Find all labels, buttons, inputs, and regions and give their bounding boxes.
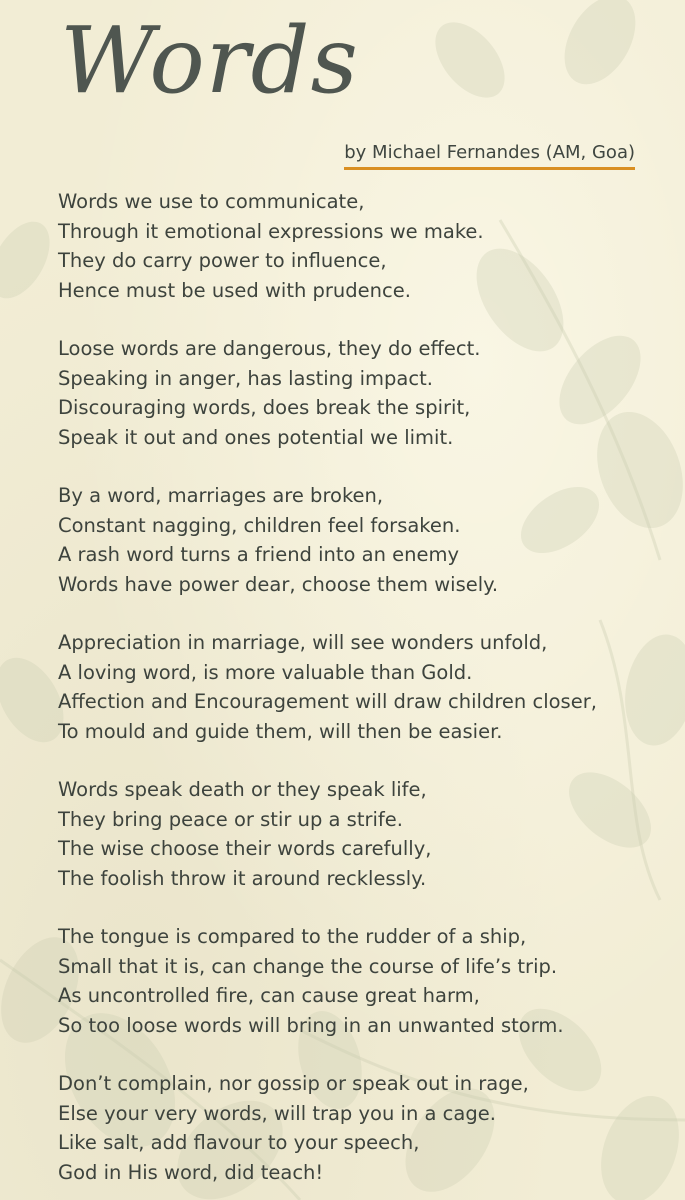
poem-stanza: [58, 481, 678, 599]
poem-line: Words have power dear, choose them wisely.: [58, 572, 499, 596]
poem-stanza: [58, 775, 678, 893]
poem-stanza: [58, 922, 678, 1040]
poem-line: Speak it out and ones potential we limit.: [58, 425, 454, 449]
poem-line: They do carry power to influence,: [58, 249, 387, 272]
poem-line: Words speak death or they speak life,: [58, 778, 427, 801]
poem-line: God in His word, did teach!: [58, 1160, 324, 1184]
poem-line: Discouraging words, does break the spirit,: [58, 396, 471, 419]
poem-line: The foolish throw it around recklessly.: [58, 866, 427, 890]
poem-line: Affection and Encouragement will draw children closer,: [58, 690, 597, 713]
poem-title: Words: [60, 7, 359, 114]
poem-line: Hence must be used with prudence.: [58, 278, 411, 302]
poem-stanza: [58, 628, 678, 746]
poem-line: A rash word turns a friend into an enemy: [58, 543, 460, 566]
poem-line: Loose words are dangerous, they do effect.: [58, 337, 481, 360]
poem-line: Don’t complain, nor gossip or speak out in rage,: [58, 1072, 529, 1095]
poem-line: The tongue is compared to the rudder of a ship,: [58, 925, 527, 948]
poem-body: [58, 187, 678, 1200]
poem-line: Words we use to communicate,: [58, 190, 365, 213]
poem-stanza: [58, 334, 678, 452]
poem-line: Constant nagging, children feel forsaken.: [58, 513, 461, 537]
poem-line: So too loose words will bring in an unwanted storm.: [58, 1013, 564, 1037]
poem-line: The wise choose their words carefully,: [58, 837, 432, 860]
poem-line: As uncontrolled fire, can cause great harm,: [58, 984, 480, 1007]
poem-line: To mould and guide them, will then be easier.: [58, 719, 503, 743]
poem-line: Small that it is, can change the course of life’s trip.: [58, 954, 558, 978]
poem-line: They bring peace or stir up a strife.: [58, 807, 403, 831]
poem-line: Else your very words, will trap you in a cage.: [58, 1101, 496, 1125]
poem-byline: by Michael Fernandes (AM, Goa): [344, 142, 635, 170]
poem-line: By a word, marriages are broken,: [58, 484, 384, 507]
poem-line: Like salt, add flavour to your speech,: [58, 1131, 420, 1154]
poem-line: Appreciation in marriage, will see wonders unfold,: [58, 631, 548, 654]
poem-stanza: [58, 187, 678, 305]
poem-line: A loving word, is more valuable than Gold.: [58, 660, 473, 684]
poem-line: Through it emotional expressions we make.: [58, 219, 484, 243]
poem-line: Speaking in anger, has lasting impact.: [58, 366, 433, 390]
poem-stanza: [58, 1069, 678, 1187]
